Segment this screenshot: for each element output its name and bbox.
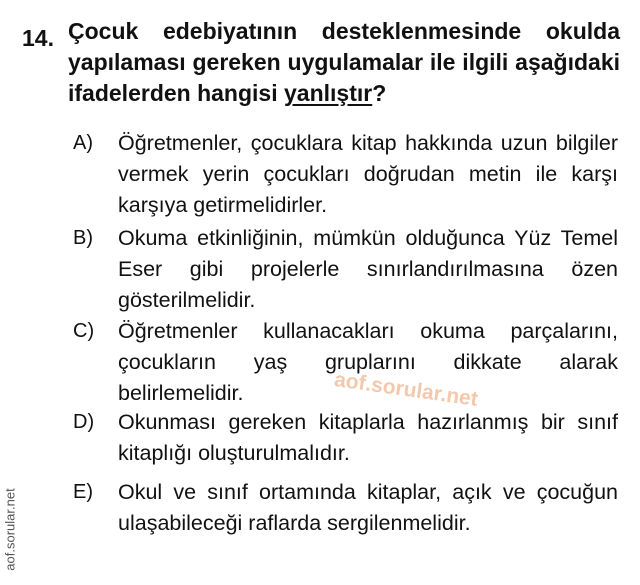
question-stem	[68, 16, 620, 109]
watermark-center: aof.sorular.net	[332, 368, 480, 411]
option-text: Okunması gereken kitaplarla hazırlanmış bir sınıf kitaplığı oluşturulmalıdır.	[118, 410, 618, 465]
option-letter: A)	[73, 132, 93, 154]
question-number: 14.	[22, 25, 54, 51]
option-letter: D)	[73, 411, 95, 433]
watermark-side: aof.sorular.net	[2, 488, 18, 571]
option-text: Öğretmenler, çocuklara kitap hakkında uzun bilgiler vermek yerin çocukları doğrudan metin ile karşı karşıya getirmelidirler.	[118, 131, 618, 217]
option-text: Okuma etkinliğinin, mümkün olduğunca Yüz Temel Eser gibi projelerle sınırlandırılmasına özen gösterilmelidir.	[118, 226, 618, 312]
option-letter: C)	[73, 320, 95, 342]
stem-text: Çocuk edebiyatının desteklenmesinde okulda yapılaması gereken uygulamalar ile ilgili aşağıdaki ifadelerden hangisi	[68, 18, 620, 106]
option-text: Öğretmenler kullanacakları okuma parçalarını, çocukların yaş gruplarını dikkate alarak belirlemelidir.	[118, 319, 618, 405]
stem-negative-keyword: yanlıştır	[284, 80, 373, 106]
option-text: Okul ve sınıf ortamında kitaplar, açık ve çocuğun ulaşabileceği raflarda sergilenmelidir.	[118, 480, 618, 535]
option-letter: B)	[73, 227, 93, 249]
stem-question-mark: ?	[372, 80, 387, 106]
option-letter: E)	[73, 481, 93, 503]
